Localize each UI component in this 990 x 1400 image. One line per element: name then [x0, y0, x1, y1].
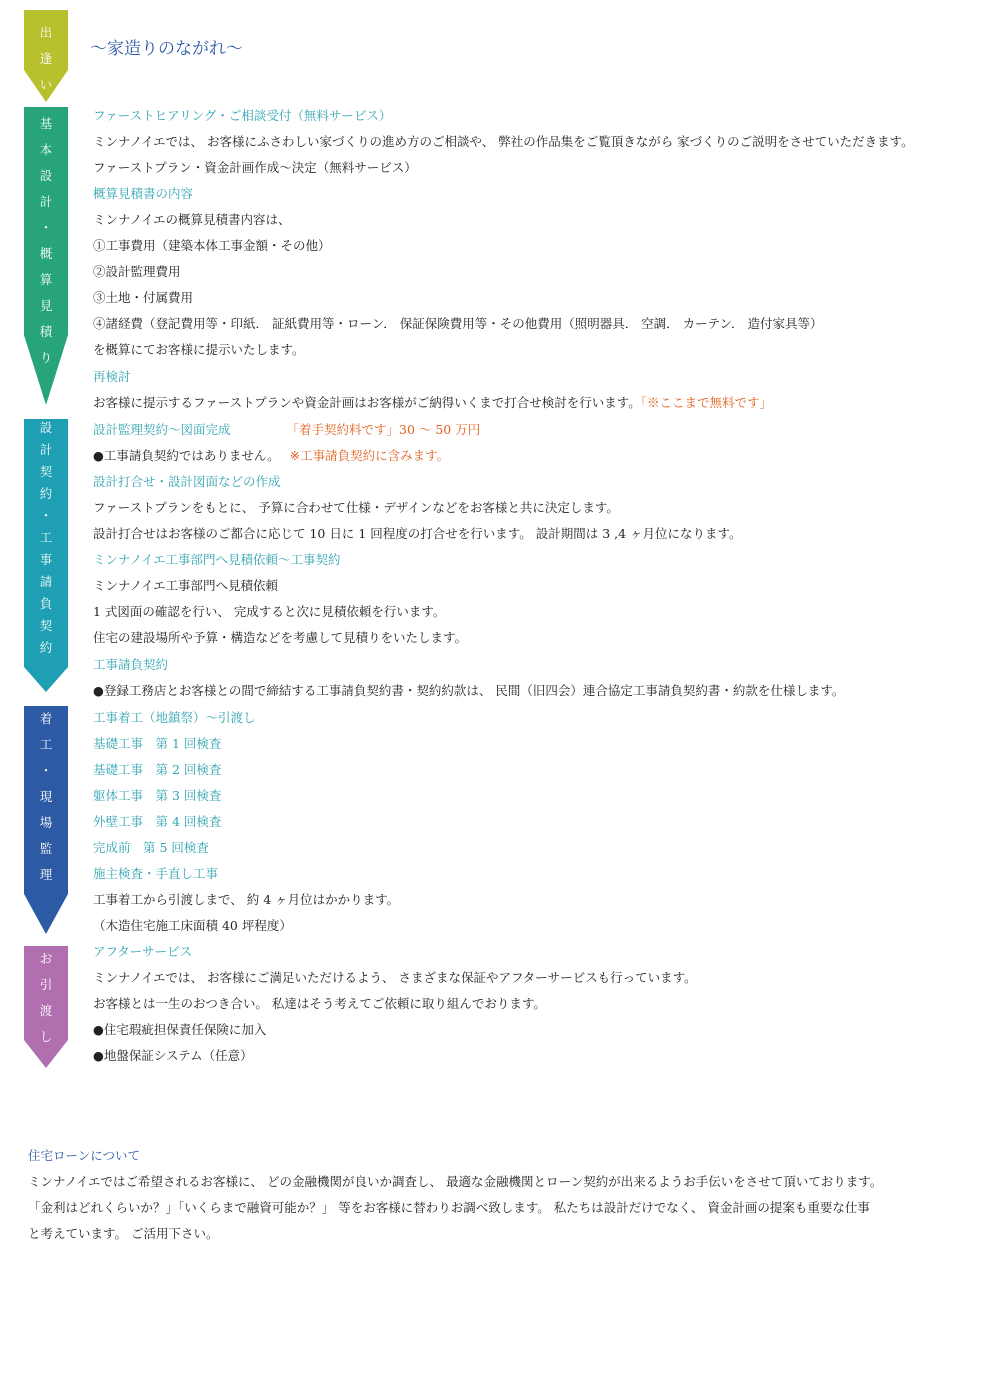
step-heading: 基礎工事 第 2 回検査: [93, 762, 222, 777]
stage-label-hikiwatashi: お 引 渡 し: [39, 951, 53, 1044]
step-text: ファーストプランをもとに、 予算に合わせて仕様・デザインなどをお客様と共に決定します。: [93, 500, 619, 515]
step-text: ●地盤保証システム（任意）: [93, 1048, 253, 1063]
stage-arrow-hikiwatashi: [24, 946, 68, 1068]
step-text: を概算にてお客様に提示いたします。: [93, 342, 305, 357]
contract-notice: ※工事請負契約に含みます。: [289, 448, 450, 463]
step-heading: アフターサービス: [93, 944, 193, 959]
loan-heading: 住宅ローンについて: [28, 1148, 141, 1163]
fee-notice: 「着手契約料です」30 ～ 50 万円: [286, 422, 481, 437]
step-heading: 工事請負契約: [93, 657, 169, 672]
step-heading: 再検討: [93, 369, 131, 384]
stage-arrow-chakko: [24, 706, 68, 934]
stage-label-sekkei-keiyaku: 設 計 契 約 ・ 工 事 請 負 契 約: [39, 420, 53, 655]
step-text: （木造住宅施工床面積 40 坪程度）: [93, 918, 292, 933]
step-text: ●住宅瑕疵担保責任保険に加入: [93, 1022, 267, 1037]
step-heading: 外壁工事 第 4 回検査: [93, 814, 222, 829]
step-text: ミンナノイエでは、 お客様にご満足いただけるよう、 さまざまな保証やアフターサービスも行っています。: [93, 970, 697, 985]
step-text: 設計打合せはお客様のご都合に応じて 10 日に 1 回程度の打合せを行います。 設計期間は 3 ,4 ヶ月位になります。: [93, 526, 742, 541]
stage-arrow-kihon-sekkei: [24, 107, 68, 405]
step-text: 1 式図面の確認を行い、 完成すると次に見積依頼を行います。: [93, 604, 446, 619]
step-text: ミンナノイエでは、 お客様にふさわしい家づくりの進め方のご相談や、 弊社の作品集をご覧頂きながら 家づくりのご説明をさせていただきます。: [93, 134, 914, 149]
stage-label-kihon-sekkei: 基 本 設 計 ・ 概 算 見 積 り: [39, 116, 53, 365]
step-text: お客様とは一生のおつき合い。 私達はそう考えてご依頼に取り組んでおります。: [93, 996, 546, 1011]
step-text: ②設計監理費用: [93, 264, 181, 279]
free-notice: 「※ここまで無料です」: [640, 395, 773, 410]
step-heading: ファーストヒアリング・ご相談受付（無料サービス）: [93, 108, 392, 123]
step-text: [93, 393, 772, 411]
step-heading: [93, 420, 480, 438]
step-text: ファーストプラン・資金計画作成～決定（無料サービス）: [93, 160, 417, 175]
step-heading: 設計打合せ・設計図面などの作成: [93, 474, 281, 489]
page-title: ～家造りのながれ～: [90, 39, 243, 59]
step-heading: 基礎工事 第 1 回検査: [93, 736, 222, 751]
step-text: ④諸経費（登記費用等・印紙． 証紙費用等・ローン． 保証保険費用等・その他費用（照明器具． 空調． カーテン． 造付家具等）: [93, 316, 823, 331]
step-text-main: お客様に提示するファーストプランや資金計画はお客様がご納得いくまで打合せ検討を行います。: [93, 395, 641, 410]
step-text: ③土地・付属費用: [93, 290, 194, 305]
loan-text: と考えています。 ご活用下さい。: [28, 1226, 219, 1241]
step-heading: 工事着工（地鎮祭）～引渡し: [93, 710, 256, 725]
step-heading: ミンナノイエ工事部門へ見積依頼～工事契約: [93, 552, 341, 567]
loan-text: 「金利はどれくらいか？」「いくらまで融資可能か？」 等をお客様に替わりお調べ致します。 私たちは設計だけでなく、 資金計画の提案も重要な仕事: [28, 1200, 870, 1215]
step-text: ●登録工務店とお客様との間で締結する工事請負契約書・契約約款は、 民間（旧四会）連合協定工事請負契約書・約款を仕様します。: [93, 683, 845, 698]
step-text: 工事着工から引渡しまで、 約 4 ヶ月位はかかります。: [93, 892, 400, 907]
step-text: [93, 446, 449, 464]
step-heading: 完成前 第 5 回検査: [93, 840, 209, 855]
step-heading-main: 設計監理契約～図面完成: [93, 422, 231, 437]
stage-arrow-sekkei-keiyaku: [24, 419, 68, 692]
step-text-main: ●工事請負契約ではありません。: [93, 448, 280, 463]
stage-label-deai: 出 逢 い: [39, 25, 53, 92]
step-text: ミンナノイエ工事部門へ見積依頼: [93, 578, 279, 593]
loan-text: ミンナノイエではご希望されるお客様に、 どの金融機関が良いか調査し、 最適な金融機関とローン契約が出来るようお手伝いをさせて頂いております。: [28, 1174, 883, 1189]
step-text: 住宅の建設場所や予算・構造などを考慮して見積りをいたします。: [93, 630, 468, 645]
step-heading: 施主検査・手直し工事: [93, 866, 219, 881]
step-heading: 躯体工事 第 3 回検査: [93, 788, 222, 803]
stage-label-chakko: 着 工 ・ 現 場 監 理: [39, 711, 53, 882]
stage-arrow-deai: [24, 10, 68, 102]
step-text: ミンナノイエの概算見積書内容は、: [93, 212, 291, 227]
step-heading: 概算見積書の内容: [93, 186, 194, 201]
step-text: ①工事費用（建築本体工事金額・その他）: [93, 238, 331, 253]
